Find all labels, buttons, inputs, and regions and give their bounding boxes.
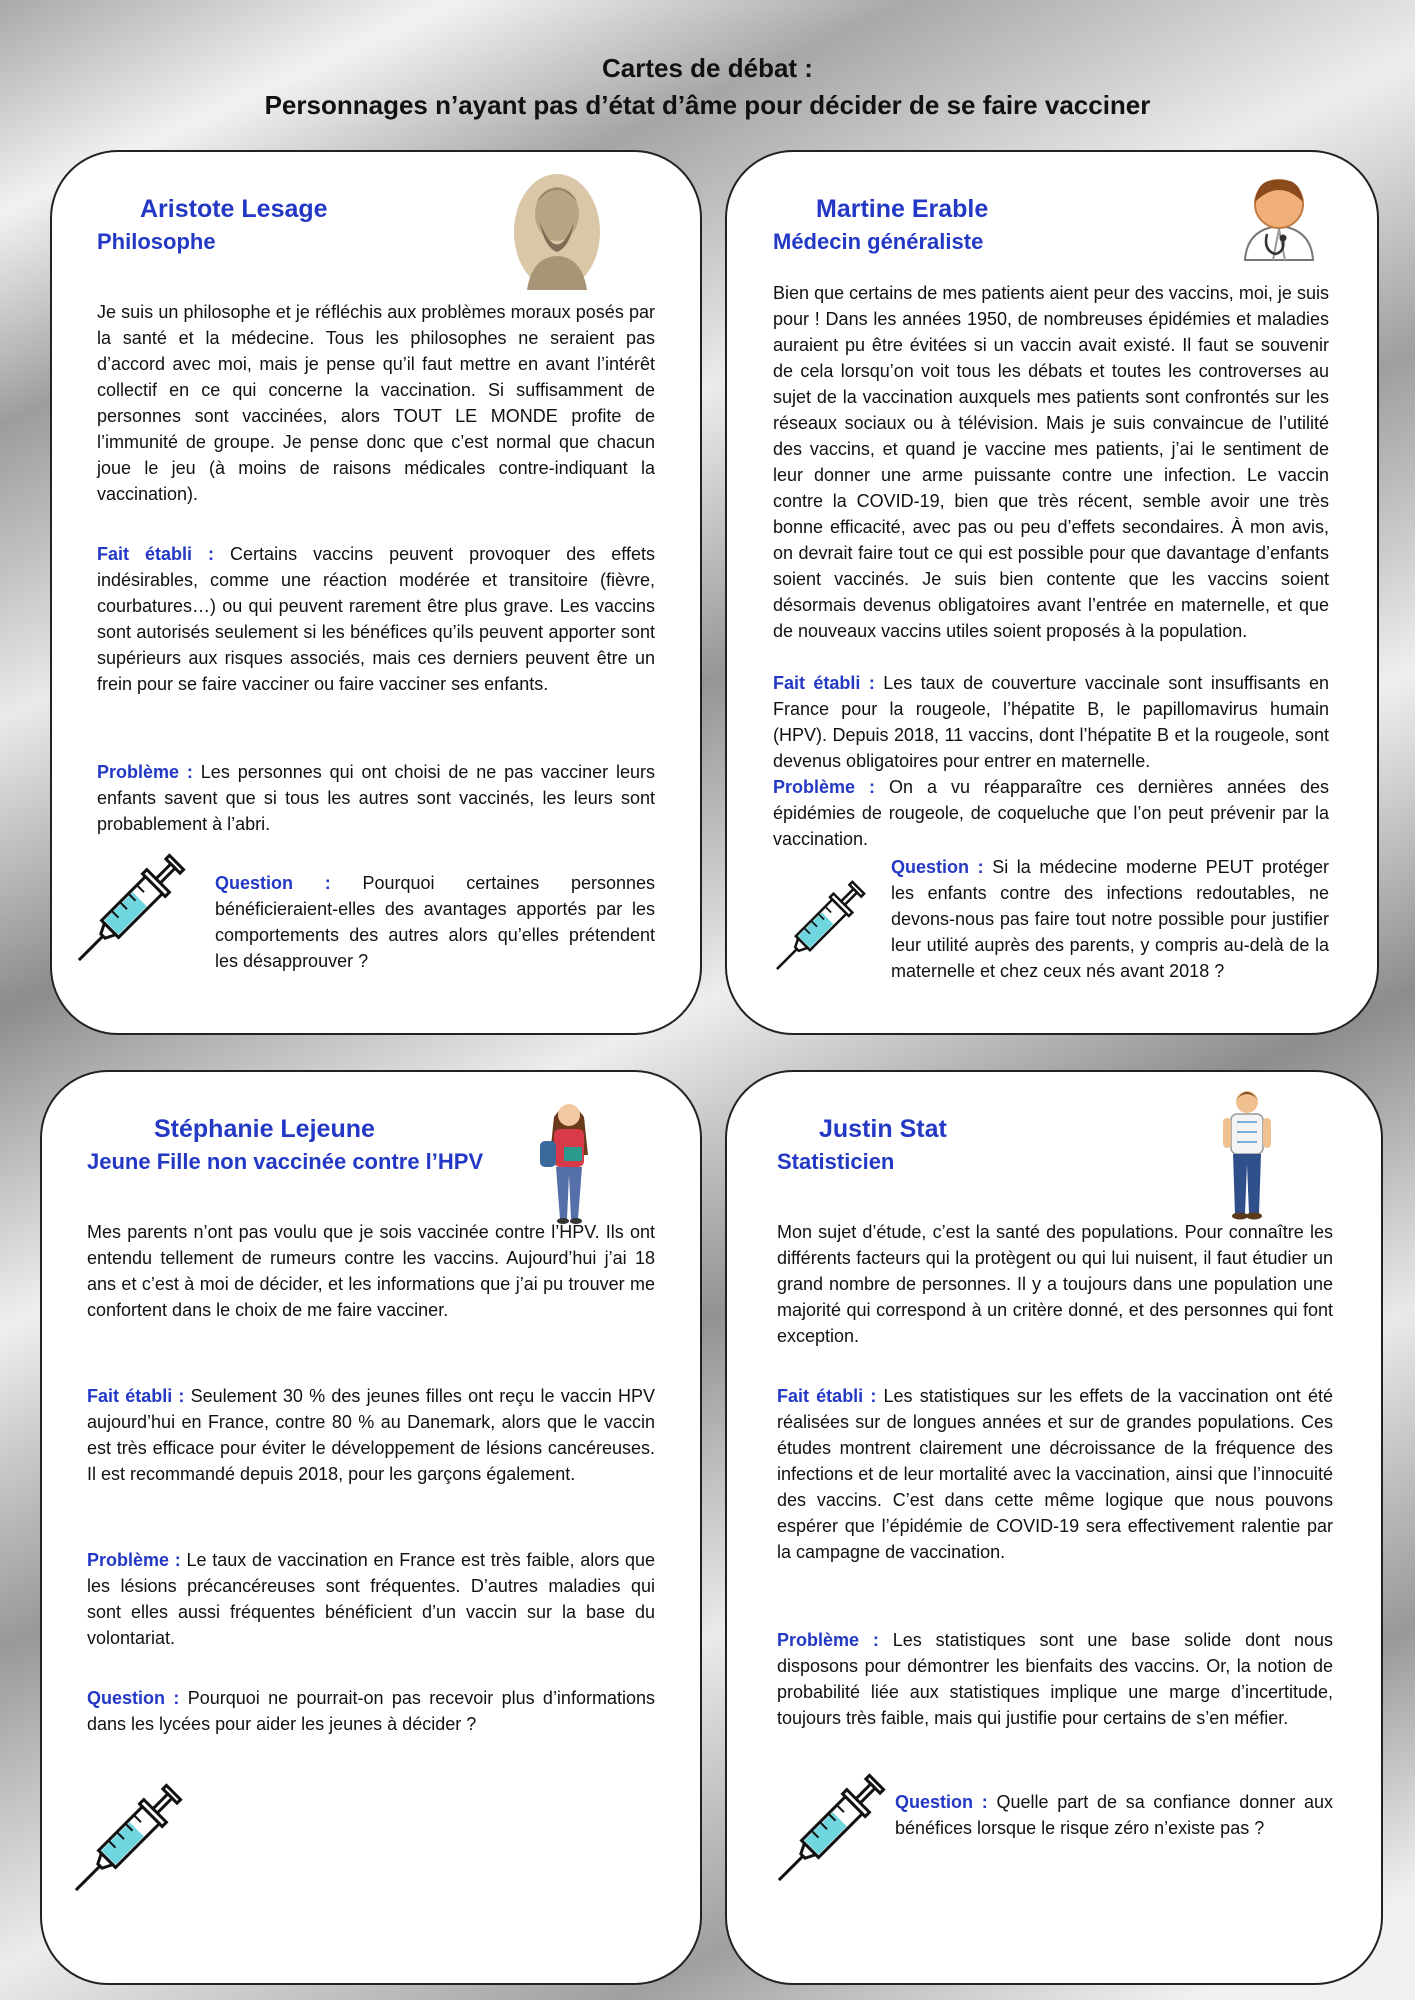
card-question xyxy=(891,854,1329,984)
card-question xyxy=(895,1789,1333,1841)
page-title-line1: Cartes de débat : xyxy=(602,53,813,83)
fait-label: Fait établi : xyxy=(97,544,215,564)
question-text: Quelle part de sa confiance donner aux bénéfices lorsque le risque zéro n’existe pas ? xyxy=(895,1792,1333,1838)
card-probleme xyxy=(97,759,655,837)
syringe-icon xyxy=(64,1772,184,1912)
fait-label: Fait établi : xyxy=(87,1386,185,1406)
page-title-line2: Personnages n’ayant pas d’état d’âme pour décider de se faire vacciner xyxy=(264,90,1151,120)
probleme-text: Les personnes qui ont choisi de ne pas vacciner leurs enfants savent que si tous les autres sont vaccinés, les leurs sont probablement à l’abri. xyxy=(97,762,655,834)
fait-text: Les statistiques sur les effets de la vaccination ont été réalisées sur de longues années et sur de grandes populations. Ces études montrent clairement une décroissance de la fréquence des infections et de leur mortalité avec la vaccination, ainsi que l’innocuité des vaccins. C’est dans cette même logique que nous pouvons espérer que l’épidémie de COVID-19 sera effectivement ralentie par la campagne de vaccination. xyxy=(777,1386,1333,1562)
aristotle-bust-icon xyxy=(512,172,602,292)
probleme-text: Le taux de vaccination en France est très faible, alors que les lésions précancéreuses sont fréquentes. D’autres maladies qui sont elles aussi fréquentes bénéficient d’un vaccin sur la base du volontariat. xyxy=(87,1550,655,1648)
syringe-icon xyxy=(67,842,187,982)
question-text: Pourquoi ne pourrait-on pas recevoir plus d’informations dans les lycées pour aider les jeunes à décider ? xyxy=(87,1688,655,1734)
card-fait xyxy=(773,670,1329,774)
question-label: Question : xyxy=(891,857,984,877)
card-question xyxy=(215,870,655,974)
card-fait xyxy=(777,1383,1333,1565)
boy-icon xyxy=(1217,1086,1277,1221)
fait-label: Fait établi : xyxy=(777,1386,877,1406)
question-label: Question : xyxy=(87,1688,180,1708)
fait-text: Seulement 30 % des jeunes filles ont reçu le vaccin HPV aujourd’hui en France, contre 80 % au Danemark, alors que le vaccin est très efficace pour éviter le développement de lésions cancéreuses. Il est recommandé depuis 2018, pour les garçons également. xyxy=(87,1386,655,1484)
debate-card-stephanie xyxy=(40,1070,702,1985)
probleme-label: Problème : xyxy=(87,1550,181,1570)
probleme-label: Problème : xyxy=(777,1630,879,1650)
card-role: Statisticien xyxy=(777,1149,895,1174)
card-probleme xyxy=(777,1627,1333,1731)
card-name: Justin Stat xyxy=(819,1115,947,1143)
card-name: Martine Erable xyxy=(816,195,989,223)
card-probleme xyxy=(87,1547,655,1651)
page-title xyxy=(0,50,1415,124)
card-role: Jeune Fille non vaccinée contre l’HPV xyxy=(87,1149,484,1174)
card-intro: Mon sujet d’étude, c’est la santé des populations. Pour connaître les différents facteurs qui la protègent ou qui lui nuisent, il faut étudier un grand nombre de personnes. Il y a toujours dans une population une majorité qui correspond à un critère donné, et des personnes qui font exception. xyxy=(777,1222,1333,1346)
probleme-label: Problème : xyxy=(773,777,875,797)
question-text: Pourquoi certaines personnes bénéficieraient-elles des avantages apportés par les comportements des autres alors qu’elles prétendent les désapprouver ? xyxy=(215,873,656,971)
question-text: Si la médecine moderne PEUT protéger les enfants contre des infections redoutables, ne devons-nous pas faire tout notre possible pour justifier leur utilité auprès des parents, y compris au-delà de la maternelle et chez ceux nés avant 2018 ? xyxy=(891,857,1329,981)
probleme-text: Les statistiques sont une base solide dont nous disposons pour démontrer les bienfaits des vaccins. Or, la notion de probabilité liée aux statistiques implique une marge d’incertitude, toujours très faible, mais qui justifie pour certains de s’en méfier. xyxy=(777,1630,1333,1728)
debate-card-aristote xyxy=(50,150,702,1035)
debate-card-martine xyxy=(725,150,1379,1035)
student-girl-icon xyxy=(534,1095,604,1225)
card-name: Aristote Lesage xyxy=(140,195,328,223)
card-role: Médecin généraliste xyxy=(773,229,984,254)
probleme-text: On a vu réapparaître ces dernières années des épidémies de rougeole, de coqueluche que l’on peut prévenir par la vaccination. xyxy=(773,777,1329,849)
debate-card-justin xyxy=(725,1070,1383,1985)
doctor-icon xyxy=(1239,174,1319,262)
fait-text: Les taux de couverture vaccinale sont insuffisants en France pour la rougeole, l’hépatite B, le papillomavirus humain (HPV). Depuis 2018, 11 vaccins, dont l’hépatite B et la rougeole, sont devenus obligatoires pour entrer en maternelle. xyxy=(773,673,1329,771)
card-probleme xyxy=(773,774,1329,852)
fait-text: Certains vaccins peuvent provoquer des effets indésirables, comme une réaction modérée et transitoire (fièvre, courbatures…) ou qui peuvent rarement être plus grave. Les vaccins sont autorisés seulement si les bénéfices qu’ils peuvent apporter sont supérieurs aux risques associés, mais ces derniers peuvent être un frein pour se faire vacciner ou faire vacciner ses enfants. xyxy=(97,544,655,694)
question-label: Question : xyxy=(895,1792,988,1812)
card-intro: Je suis un philosophe et je réfléchis aux problèmes moraux posés par la santé et la médecine. Tous les philosophes ne seraient pas d’accord avec moi, mais je pense qu’il faut mettre en avant l’intérêt collectif en ce qui concerne la vaccination. Si suffisamment de personnes sont vaccinées, alors TOUT LE MONDE profite de l’immunité de groupe. Je pense donc que c’est normal que chacun joue le jeu (à moins de raisons médicales contre-indiquant la vaccination). xyxy=(97,302,655,504)
card-fait xyxy=(87,1383,655,1487)
card-intro: Bien que certains de mes patients aient peur des vaccins, moi, je suis pour ! Dans les années 1950, de nombreuses épidémies et maladies auraient pu être évitées si un vaccin avait existé. Il faut se souvenir de cela lorsqu’on voit tous les débats et toutes les controverses au sujet de la vaccination auxquels mes patients sont confrontés sur les réseaux sociaux ou à télévision. Mais je suis convaincue de l’utilité des vaccins, et quand je vaccine mes patients, j’ai le sentiment de leur donner une arme puissante contre une infection. Le vaccin contre la COVID-19, bien que très récent, semble avoir une très bonne efficacité, avec pas ou peu d’effets secondaires. À mon avis, on devrait faire tout ce qui est possible pour que davantage d’enfants soient vaccinés. Je suis bien contente que les vaccins soient désormais devenus obligatoires avant l’entrée en maternelle, et que de nouveaux vaccins utiles soient proposés à la population. xyxy=(773,283,1329,641)
card-fait xyxy=(97,541,655,697)
fait-label: Fait établi : xyxy=(773,673,875,693)
card-intro: Mes parents n’ont pas voulu que je sois vaccinée contre l’HPV. Ils ont entendu tellement de rumeurs contre les vaccins. Aujourd’hui j’ai 18 ans et c’est à moi de décider, et les informations que j’ai pu trouver me confortent dans le choix de me faire vacciner. xyxy=(87,1222,655,1320)
syringe-icon xyxy=(767,1762,887,1902)
probleme-label: Problème : xyxy=(97,762,193,782)
card-role: Philosophe xyxy=(97,229,216,254)
card-question xyxy=(87,1685,655,1737)
card-name: Stéphanie Lejeune xyxy=(154,1115,375,1143)
syringe-icon xyxy=(767,870,867,988)
question-label: Question : xyxy=(215,873,331,893)
